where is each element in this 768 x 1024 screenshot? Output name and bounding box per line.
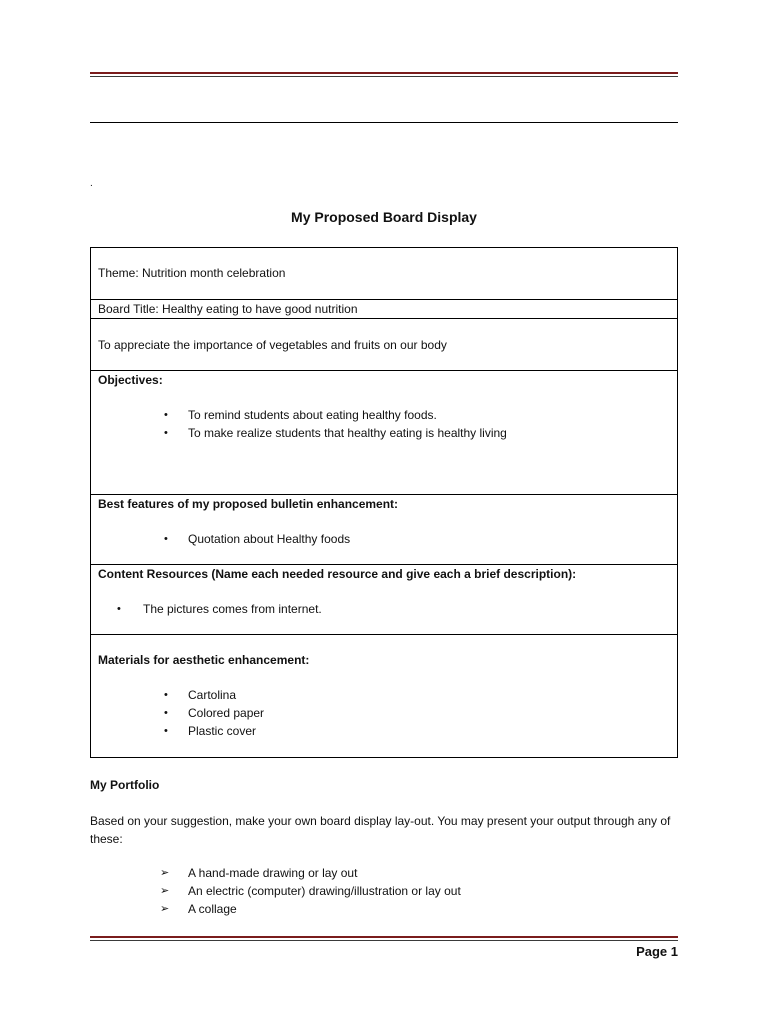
list-item	[90, 900, 461, 918]
list-item-text: Cartolina	[188, 688, 237, 702]
table-row	[91, 248, 678, 300]
best-features-heading: Best features of my proposed bulletin enhancement:	[98, 497, 399, 511]
list-item-text: To make realize students that healthy eating is healthy living	[188, 426, 507, 440]
list-item-text: A collage	[188, 902, 237, 916]
footer-rule-bottom	[90, 940, 678, 941]
list-item-text: Quotation about Healthy foods	[188, 532, 351, 546]
header-rule-top	[90, 72, 678, 74]
list-item	[90, 882, 461, 900]
list-item-text: A hand-made drawing or lay out	[188, 866, 358, 880]
appreciate-text: To appreciate the importance of vegetables and fruits on our body	[98, 338, 447, 352]
stray-dot: .	[90, 178, 93, 189]
list-item-text: An electric (computer) drawing/illustration or lay out	[188, 884, 461, 898]
arrow-bullet-icon: ➢	[160, 867, 170, 879]
board-title-text: Board Title: Healthy eating to have good nutrition	[98, 302, 358, 316]
table-row	[91, 565, 678, 635]
objectives-list	[98, 406, 670, 442]
list-item	[90, 864, 461, 882]
table-row	[91, 300, 678, 319]
bullet-icon: •	[164, 427, 168, 439]
arrow-bullet-icon: ➢	[160, 885, 170, 897]
portfolio-options-list	[90, 864, 461, 918]
content-resources-heading: Content Resources (Name each needed resource and give each a brief description):	[98, 567, 577, 581]
bullet-icon: •	[164, 689, 168, 701]
objectives-heading: Objectives:	[98, 373, 163, 387]
materials-heading: Materials for aesthetic enhancement:	[98, 653, 310, 667]
portfolio-paragraph: Based on your suggestion, make your own board display lay-out. You may present your output through any of these:	[90, 814, 671, 846]
bullet-icon: •	[117, 603, 121, 615]
page-number: Page 1	[636, 944, 678, 959]
best-features-list	[98, 530, 670, 548]
bullet-icon: •	[164, 409, 168, 421]
portfolio-heading: My Portfolio	[90, 778, 160, 792]
list-item-text: To remind students about eating healthy foods.	[188, 408, 437, 422]
table-row	[91, 319, 678, 371]
table-row	[91, 635, 678, 758]
theme-text: Theme: Nutrition month celebration	[98, 266, 286, 280]
list-item	[98, 600, 670, 618]
list-item-text: The pictures comes from internet.	[143, 602, 322, 616]
document-title: My Proposed Board Display	[291, 209, 477, 225]
table-row	[91, 495, 678, 565]
bullet-icon: •	[164, 533, 168, 545]
header-line	[90, 122, 678, 123]
content-resources-list	[98, 600, 670, 618]
arrow-bullet-icon: ➢	[160, 903, 170, 915]
header-rule-bottom	[90, 76, 678, 77]
bullet-icon: •	[164, 707, 168, 719]
list-item	[98, 704, 670, 722]
list-item	[98, 530, 670, 548]
list-item	[98, 424, 670, 442]
board-display-table	[90, 247, 678, 758]
table-row	[91, 371, 678, 495]
list-item	[98, 686, 670, 704]
list-item-text: Plastic cover	[188, 724, 257, 738]
bullet-icon: •	[164, 725, 168, 737]
footer-rule-top	[90, 936, 678, 938]
list-item	[98, 722, 670, 740]
materials-list	[98, 686, 670, 740]
list-item	[98, 406, 670, 424]
list-item-text: Colored paper	[188, 706, 265, 720]
